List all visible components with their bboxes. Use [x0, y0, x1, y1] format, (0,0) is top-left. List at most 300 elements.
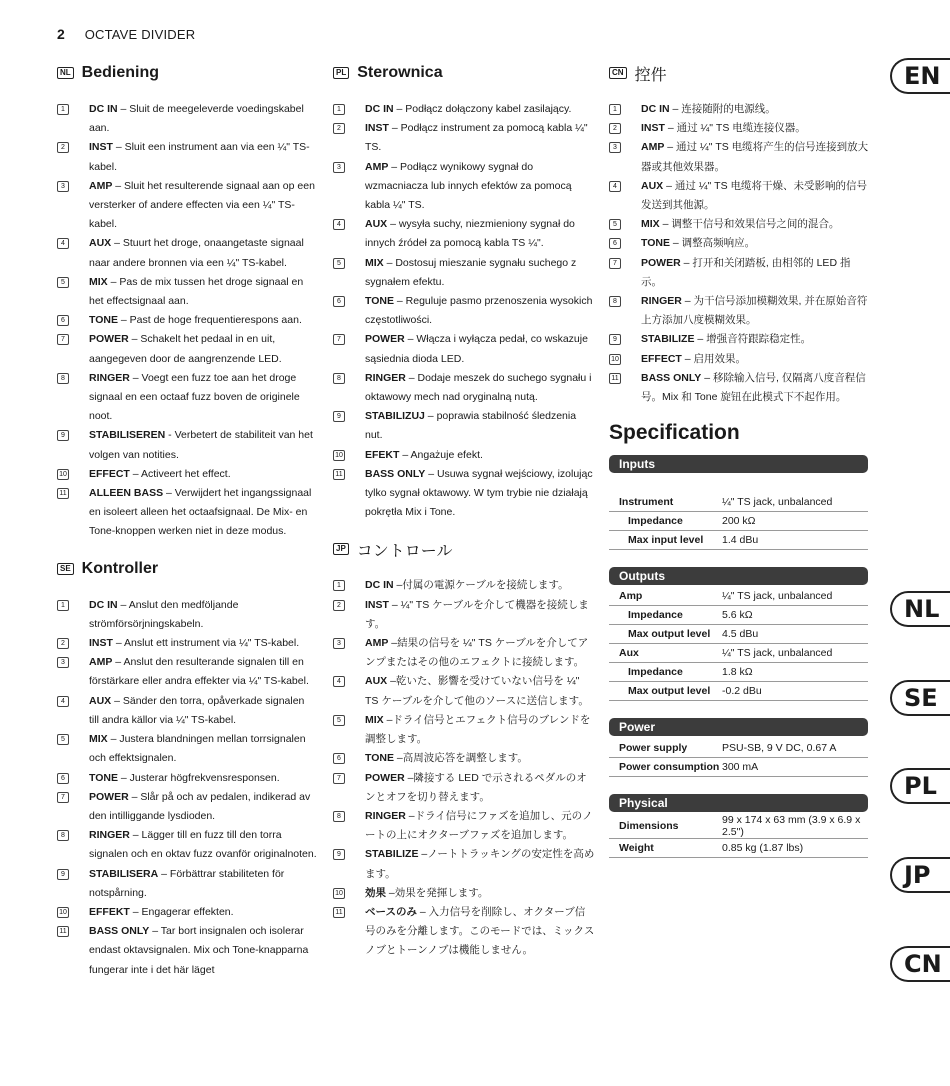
- language-tab-se[interactable]: SE: [890, 680, 950, 716]
- item-number-badge: 6: [333, 296, 345, 307]
- control-description: – 调整干信号和效果信号之间的混合。: [659, 218, 840, 231]
- page-title: OCTAVE DIVIDER: [84, 27, 196, 42]
- item-number-badge: 1: [57, 600, 69, 611]
- spec-row: [609, 838, 868, 857]
- control-description: – 调整高频响应。: [669, 237, 756, 250]
- item-number-badge: 2: [57, 142, 69, 153]
- control-description: – Reguluje pasmo przenoszenia wysokich częstotliwości.: [365, 295, 593, 327]
- list-item: [57, 330, 317, 368]
- control-name: INST: [89, 141, 113, 154]
- control-name: MIX: [89, 733, 108, 746]
- control-name: MIX: [89, 275, 108, 288]
- section-header-nl: [57, 62, 317, 84]
- spec-row: [609, 814, 868, 839]
- control-name: DC IN: [89, 103, 118, 115]
- spec-value: ¼" TS jack, unbalanced: [722, 644, 868, 663]
- control-name: STABILISEREN: [89, 429, 166, 442]
- control-name: AUX: [365, 675, 388, 688]
- list-item: [333, 634, 595, 672]
- spec-label: Impedance: [609, 606, 722, 625]
- control-name: DC IN: [365, 103, 394, 115]
- spec-value: 300 mA: [722, 757, 868, 776]
- spec-value: ¼" TS jack, unbalanced: [722, 587, 868, 606]
- spec-row: [609, 663, 868, 682]
- control-description: –乾いた、影響を受けていない信号を ¼" TS ケーブルを介して他のソースに送信します。: [365, 675, 589, 707]
- list-item: [333, 465, 595, 523]
- control-name: STABILIZUJ: [365, 410, 425, 423]
- spec-value: 200 kΩ: [722, 511, 868, 530]
- controls-list-jp: [333, 576, 595, 960]
- spec-label: Impedance: [609, 511, 722, 530]
- controls-list-nl: [57, 100, 317, 542]
- control-name: AMP: [365, 160, 389, 173]
- control-name: AUX: [365, 218, 388, 231]
- specification-title: Specification: [609, 421, 740, 445]
- item-number-badge: 6: [333, 753, 345, 764]
- list-item: [333, 749, 595, 768]
- control-name: TONE: [89, 314, 118, 327]
- list-item: [333, 596, 595, 634]
- spec-value: 0.85 kg (1.87 lbs): [722, 838, 868, 857]
- control-description: – 通过 ¼" TS 电缆将产生的信号连接到放大器或其他效果器。: [641, 141, 869, 173]
- item-number-badge: 2: [333, 123, 345, 134]
- spec-label: Power consumption: [609, 757, 722, 776]
- control-description: – 通过 ¼" TS 电缆将干燥、未受影响的信号发送到其他源。: [641, 179, 867, 212]
- control-name: AUX: [89, 694, 112, 707]
- section-header-se: [57, 558, 317, 580]
- spec-section-header: Power: [609, 718, 868, 736]
- list-item: [57, 653, 317, 691]
- list-item: [333, 884, 595, 903]
- language-tag-pl: PL: [333, 67, 349, 79]
- spec-label: Aux: [609, 644, 722, 663]
- list-item: [57, 177, 317, 235]
- control-name: DC IN: [641, 103, 670, 115]
- list-item: [57, 138, 317, 176]
- item-number-badge: 10: [333, 888, 345, 899]
- control-name: POWER: [365, 333, 405, 346]
- list-item: [333, 903, 595, 961]
- spec-value: -0.2 dBu: [722, 682, 868, 701]
- spec-row: [609, 587, 868, 606]
- item-number-badge: 4: [609, 181, 621, 192]
- list-item: [57, 100, 317, 138]
- control-name: BASS ONLY: [89, 925, 150, 938]
- list-item: [333, 215, 595, 253]
- item-number-badge: 8: [57, 373, 69, 384]
- spec-label: Max output level: [609, 682, 722, 701]
- list-item: [57, 788, 317, 826]
- list-item: [57, 634, 317, 653]
- list-item: [333, 119, 595, 157]
- list-item: [609, 177, 871, 215]
- list-item: [57, 311, 317, 330]
- control-name: ベースのみ: [365, 905, 417, 918]
- item-number-badge: 7: [57, 792, 69, 803]
- control-name: EFFEKT: [89, 905, 130, 918]
- spec-value: ¼" TS jack, unbalanced: [722, 492, 868, 511]
- control-description: – Tar bort insignalen och isolerar endast oktavsignalen. Mix och Tone-knapparna fungerar inte i det här läget: [89, 925, 309, 976]
- spec-section-header: Inputs: [609, 455, 868, 473]
- control-description: – Dodaje meszek do suchego sygnału i oktawowy mech nad oryginalną nutą.: [365, 371, 592, 404]
- section-header-cn: [609, 62, 871, 84]
- spec-row: [609, 606, 868, 625]
- item-number-badge: 11: [57, 488, 69, 499]
- item-number-badge: 11: [609, 373, 621, 384]
- spec-value: 4.5 dBu: [722, 625, 868, 644]
- section-title-nl: Bediening: [81, 64, 160, 81]
- control-description: – Sluit het resulterende signaal aan op een versterker of andere effecten via een ¼" TS-kabel.: [89, 179, 315, 231]
- control-description: – Verwijdert het ingangssignaal en isoleert alleen het octaafsignaal. De Mix- en Tone-knoppen werken niet in deze modus.: [89, 487, 312, 538]
- item-number-badge: 6: [57, 773, 69, 784]
- language-tab-nl[interactable]: NL: [890, 591, 950, 627]
- item-number-badge: 10: [333, 450, 345, 461]
- control-name: MIX: [365, 713, 384, 726]
- item-number-badge: 5: [57, 277, 69, 288]
- item-number-badge: 1: [333, 580, 345, 591]
- item-number-badge: 11: [333, 907, 345, 918]
- control-description: – Justerar högfrekvensresponsen.: [117, 771, 280, 784]
- list-item: [57, 465, 317, 484]
- control-description: – Podłącz instrument za pomocą kabla ¼" TS.: [365, 122, 588, 154]
- item-number-badge: 5: [333, 258, 345, 269]
- control-name: RINGER: [89, 829, 130, 842]
- control-description: –ドライ信号とエフェクト信号のブレンドを調整します。: [365, 713, 591, 746]
- control-description: –高周波応答を調整します。: [393, 752, 528, 765]
- spec-row: [609, 511, 868, 530]
- spec-value: 99 x 174 x 63 mm (3.9 x 6.9 x 2.5"): [722, 814, 868, 839]
- list-item: [609, 350, 871, 369]
- item-number-badge: 9: [609, 334, 621, 345]
- item-number-badge: 9: [333, 849, 345, 860]
- item-number-badge: 7: [333, 334, 345, 345]
- control-description: – poprawia stabilność śledzenia nut.: [365, 410, 577, 442]
- item-number-badge: 10: [57, 469, 69, 480]
- list-item: [57, 865, 317, 903]
- item-number-badge: 10: [609, 354, 621, 365]
- control-description: – Past de hoge frequentierespons aan.: [117, 314, 302, 327]
- spec-row: [609, 492, 868, 511]
- control-description: – 打开和关闭踏板, 由相邻的 LED 指示。: [641, 256, 851, 288]
- language-tab-en[interactable]: EN: [890, 58, 950, 94]
- spec-table: [609, 587, 868, 702]
- list-item: [333, 576, 595, 595]
- spec-table: [609, 738, 868, 777]
- control-description: – 启用效果。: [681, 352, 747, 365]
- section-header-jp: [333, 538, 595, 560]
- item-number-badge: 7: [333, 773, 345, 784]
- list-item: [57, 273, 317, 311]
- control-description: –ドライ信号にファズを追加し、元のノートの上にオクターブファズを追加します。: [365, 809, 593, 842]
- control-name: BASS ONLY: [365, 467, 426, 480]
- control-name: EFEKT: [365, 448, 400, 461]
- language-tag-cn: CN: [609, 67, 627, 79]
- control-name: ALLEEN BASS: [89, 487, 164, 500]
- control-name: AMP: [89, 656, 113, 669]
- list-item: [333, 254, 595, 292]
- list-item: [609, 292, 871, 330]
- item-number-badge: 8: [57, 830, 69, 841]
- list-item: [57, 596, 317, 634]
- item-number-badge: 1: [333, 104, 345, 115]
- control-name: RINGER: [641, 295, 682, 308]
- item-number-badge: 2: [57, 638, 69, 649]
- control-description: – wysyła suchy, niezmieniony sygnał do innych źródeł za pomocą kabla TS ¼".: [365, 218, 575, 250]
- list-item: [57, 234, 317, 272]
- control-name: BASS ONLY: [641, 371, 702, 384]
- item-number-badge: 3: [333, 162, 345, 173]
- spec-row: [609, 644, 868, 663]
- spec-value: 5.6 kΩ: [722, 606, 868, 625]
- list-item: [333, 711, 595, 749]
- item-number-badge: 1: [609, 104, 621, 115]
- spec-label: Impedance: [609, 663, 722, 682]
- control-description: – 通过 ¼" TS 电缆连接仪器。: [664, 122, 806, 135]
- spec-label: Weight: [609, 838, 722, 857]
- item-number-badge: 5: [333, 715, 345, 726]
- control-description: – Förbättrar stabiliteten för notspårning.: [89, 867, 285, 899]
- spec-label: Amp: [609, 587, 722, 606]
- list-item: [57, 369, 317, 427]
- control-description: – Dostosuj mieszanie sygnału suchego z sygnałem efektu.: [365, 256, 577, 288]
- language-tag-jp: JP: [333, 543, 349, 555]
- item-number-badge: 4: [333, 676, 345, 687]
- control-name: TONE: [89, 771, 118, 784]
- control-description: – Sänder den torra, opåverkade signalen till andra källor via ¼" TS-kabel.: [89, 694, 305, 726]
- control-name: POWER: [365, 771, 405, 784]
- list-item: [609, 215, 871, 234]
- item-number-badge: 8: [333, 811, 345, 822]
- control-description: – Podłącz wynikowy sygnał do wzmacniacza lub innych efektów za pomocą kabla ¼" TS.: [365, 160, 572, 212]
- spec-label: Power supply: [609, 738, 722, 757]
- control-description: – Justera blandningen mellan torrsignalen och effektsignalen.: [89, 733, 306, 765]
- control-name: 効果: [365, 886, 386, 899]
- section-title-cn: 控件: [634, 66, 667, 84]
- control-name: INST: [365, 122, 389, 135]
- control-description: –効果を発揮します。: [386, 886, 489, 899]
- page-number: 2: [57, 26, 65, 42]
- spec-row: [609, 625, 868, 644]
- spec-label: Max input level: [609, 530, 722, 549]
- item-number-badge: 8: [333, 373, 345, 384]
- control-description: – Włącza i wyłącza pedał, co wskazuje sąsiednia dioda LED.: [365, 333, 588, 365]
- spec-label: Max output level: [609, 625, 722, 644]
- control-description: – Schakelt het pedaal in en uit, aangegeven door de aangrenzende LED.: [89, 333, 282, 365]
- list-item: [333, 446, 595, 465]
- list-item: [333, 158, 595, 216]
- item-number-badge: 4: [57, 238, 69, 249]
- control-description: –付属の電源ケーブルを接続します。: [393, 579, 569, 592]
- list-item: [333, 407, 595, 445]
- control-name: AUX: [89, 237, 112, 250]
- control-name: POWER: [89, 790, 129, 803]
- item-number-badge: 5: [57, 734, 69, 745]
- list-item: [609, 330, 871, 349]
- control-name: DC IN: [89, 598, 118, 611]
- control-description: – Lägger till en fuzz till den torra signalen och en oktav fuzz ovanför originalnoten.: [89, 829, 317, 861]
- page-header: [57, 26, 195, 42]
- control-description: – ¼" TS ケーブルを介して機器を接続します。: [365, 598, 589, 630]
- control-description: – Anslut ett instrument via ¼" TS-kabel.: [112, 637, 300, 650]
- spec-table: [609, 814, 868, 858]
- controls-list-cn: [609, 100, 871, 407]
- control-description: - Verbetert de stabiliteit van het volgen van notities.: [89, 429, 313, 461]
- control-name: AUX: [641, 179, 664, 192]
- control-name: POWER: [89, 333, 129, 346]
- item-number-badge: 3: [333, 638, 345, 649]
- item-number-badge: 5: [609, 219, 621, 230]
- spec-row: [609, 757, 868, 776]
- language-tag-nl: NL: [57, 67, 74, 79]
- item-number-badge: 1: [57, 104, 69, 115]
- controls-list-se: [57, 596, 317, 980]
- spec-row: [609, 738, 868, 757]
- control-description: – Anslut den resulterande signalen till en förstärkare eller andra effekter via ¼" TS-kabel.: [89, 656, 309, 688]
- item-number-badge: 6: [57, 315, 69, 326]
- list-item: [57, 826, 317, 864]
- list-item: [609, 119, 871, 138]
- item-number-badge: 2: [609, 123, 621, 134]
- control-name: MIX: [641, 218, 660, 231]
- item-number-badge: 10: [57, 907, 69, 918]
- list-item: [57, 692, 317, 730]
- list-item: [333, 330, 595, 368]
- control-name: INST: [365, 598, 389, 611]
- item-number-badge: 4: [57, 696, 69, 707]
- specification-tables: [609, 455, 871, 875]
- section-title-jp: コントロール: [356, 542, 453, 560]
- list-item: [333, 845, 595, 883]
- spec-value: 1.4 dBu: [722, 530, 868, 549]
- control-description: – Sluit de meegeleverde voedingskabel aan.: [89, 103, 304, 135]
- control-name: INST: [89, 637, 113, 650]
- control-description: – 增强音符跟踪稳定性。: [694, 333, 812, 346]
- section-title-se: Kontroller: [81, 559, 159, 577]
- control-description: – Sluit een instrument aan via een ¼" TS-kabel.: [89, 141, 310, 173]
- control-description: – Slår på och av pedalen, indikerad av den intilliggande lysdioden.: [89, 790, 311, 822]
- list-item: [333, 292, 595, 330]
- control-name: STABILIZE: [641, 333, 695, 346]
- language-tab-cn[interactable]: CN: [890, 946, 950, 982]
- list-item: [333, 100, 595, 119]
- control-description: – Stuurt het droge, onaangetaste signaal naar andere bronnen via een ¼" TS-kabel.: [89, 237, 304, 269]
- item-number-badge: 7: [609, 258, 621, 269]
- control-description: – Voegt een fuzz toe aan het droge signaal en een octaaf fuzz boven de originele noot.: [89, 371, 300, 423]
- item-number-badge: 9: [57, 869, 69, 880]
- spec-value: 1.8 kΩ: [722, 663, 868, 682]
- item-number-badge: 9: [57, 430, 69, 441]
- list-item: [57, 903, 317, 922]
- control-name: MIX: [365, 256, 384, 269]
- language-tab-jp[interactable]: JP: [890, 857, 950, 893]
- control-description: –ノートトラッキングの安定性を高めます。: [365, 848, 595, 880]
- list-item: [333, 769, 595, 807]
- list-item: [609, 138, 871, 176]
- item-number-badge: 3: [57, 657, 69, 668]
- control-description: –結果の信号を ¼" TS ケーブルを介してアンプまたはその他のエフェクトに接続します。: [365, 637, 589, 669]
- control-name: INST: [641, 122, 665, 135]
- control-name: AMP: [89, 179, 113, 192]
- control-description: –隣接する LED で示されるペダルのオンとオフを切り替えます。: [365, 771, 587, 803]
- control-name: AMP: [365, 637, 389, 650]
- control-description: – Anslut den medföljande strömförsörjningskabeln.: [89, 598, 239, 630]
- item-number-badge: 7: [57, 334, 69, 345]
- list-item: [57, 484, 317, 542]
- control-description: – Usuwa sygnał wejściowy, izolując tylko sygnał oktawowy. W tym trybie nie działają pokrętła Mix i Tone.: [365, 467, 593, 519]
- control-description: – Activeert het effect.: [129, 467, 231, 480]
- spec-row: [609, 682, 868, 701]
- control-name: EFFECT: [641, 352, 682, 365]
- control-name: RINGER: [89, 371, 130, 384]
- control-name: TONE: [365, 752, 394, 765]
- item-number-badge: 3: [609, 142, 621, 153]
- list-item: [57, 426, 317, 464]
- spec-value: PSU-SB, 9 V DC, 0.67 A: [722, 738, 868, 757]
- column-3: [609, 62, 871, 875]
- control-name: TONE: [641, 237, 670, 250]
- language-tag-se: SE: [57, 563, 74, 575]
- item-number-badge: 11: [57, 926, 69, 937]
- list-item: [57, 922, 317, 980]
- control-description: – Pas de mix tussen het droge signaal en het effectsignaal aan.: [89, 275, 304, 308]
- spec-label: Dimensions: [609, 814, 722, 839]
- control-name: AMP: [641, 141, 665, 154]
- control-description: – Podłącz dołączony kabel zasilający.: [393, 103, 572, 115]
- control-name: TONE: [365, 295, 394, 308]
- list-item: [609, 100, 871, 119]
- control-name: STABILIZE: [365, 848, 419, 861]
- control-name: EFFECT: [89, 467, 130, 480]
- item-number-badge: 6: [609, 238, 621, 249]
- list-item: [333, 807, 595, 845]
- spec-section-header: Physical: [609, 794, 868, 812]
- list-item: [333, 672, 595, 710]
- item-number-badge: 9: [333, 411, 345, 422]
- control-name: RINGER: [365, 809, 406, 822]
- list-item: [609, 234, 871, 253]
- item-number-badge: 2: [333, 600, 345, 611]
- control-description: – Engagerar effekten.: [129, 905, 234, 918]
- spec-table: [609, 492, 868, 550]
- section-title-pl: Sterownica: [357, 64, 443, 81]
- spec-section-header: Outputs: [609, 567, 868, 585]
- control-description: – 为干信号添加模糊效果, 并在原始音符上方添加八度模糊效果。: [641, 295, 868, 327]
- item-number-badge: 3: [57, 181, 69, 192]
- control-description: – 入力信号を削除し、オクターブ信号のみを分離します。このモードでは、ミックスノブとトーンノブは機能しません。: [365, 905, 595, 957]
- item-number-badge: 11: [333, 469, 345, 480]
- language-tab-pl[interactable]: PL: [890, 768, 950, 804]
- control-name: STABILISERA: [89, 867, 159, 880]
- spec-label: Instrument: [609, 492, 722, 511]
- list-item: [333, 369, 595, 407]
- control-description: – Angażuje efekt.: [399, 448, 483, 461]
- list-item: [609, 254, 871, 292]
- list-item: [57, 730, 317, 768]
- list-item: [57, 769, 317, 788]
- list-item: [609, 369, 871, 407]
- control-name: RINGER: [365, 371, 406, 384]
- item-number-badge: 8: [609, 296, 621, 307]
- section-header-pl: [333, 62, 595, 84]
- item-number-badge: 4: [333, 219, 345, 230]
- spec-row: [609, 530, 868, 549]
- controls-list-pl: [333, 100, 595, 522]
- control-description: – 连接随附的电源线。: [669, 103, 776, 115]
- control-description: – 移除输入信号, 仅隔离八度音程信号。Mix 和 Tone 旋钮在此模式下不起作用。: [641, 371, 866, 404]
- control-name: POWER: [641, 256, 681, 269]
- column-2: [333, 62, 595, 961]
- column-1: [57, 62, 317, 980]
